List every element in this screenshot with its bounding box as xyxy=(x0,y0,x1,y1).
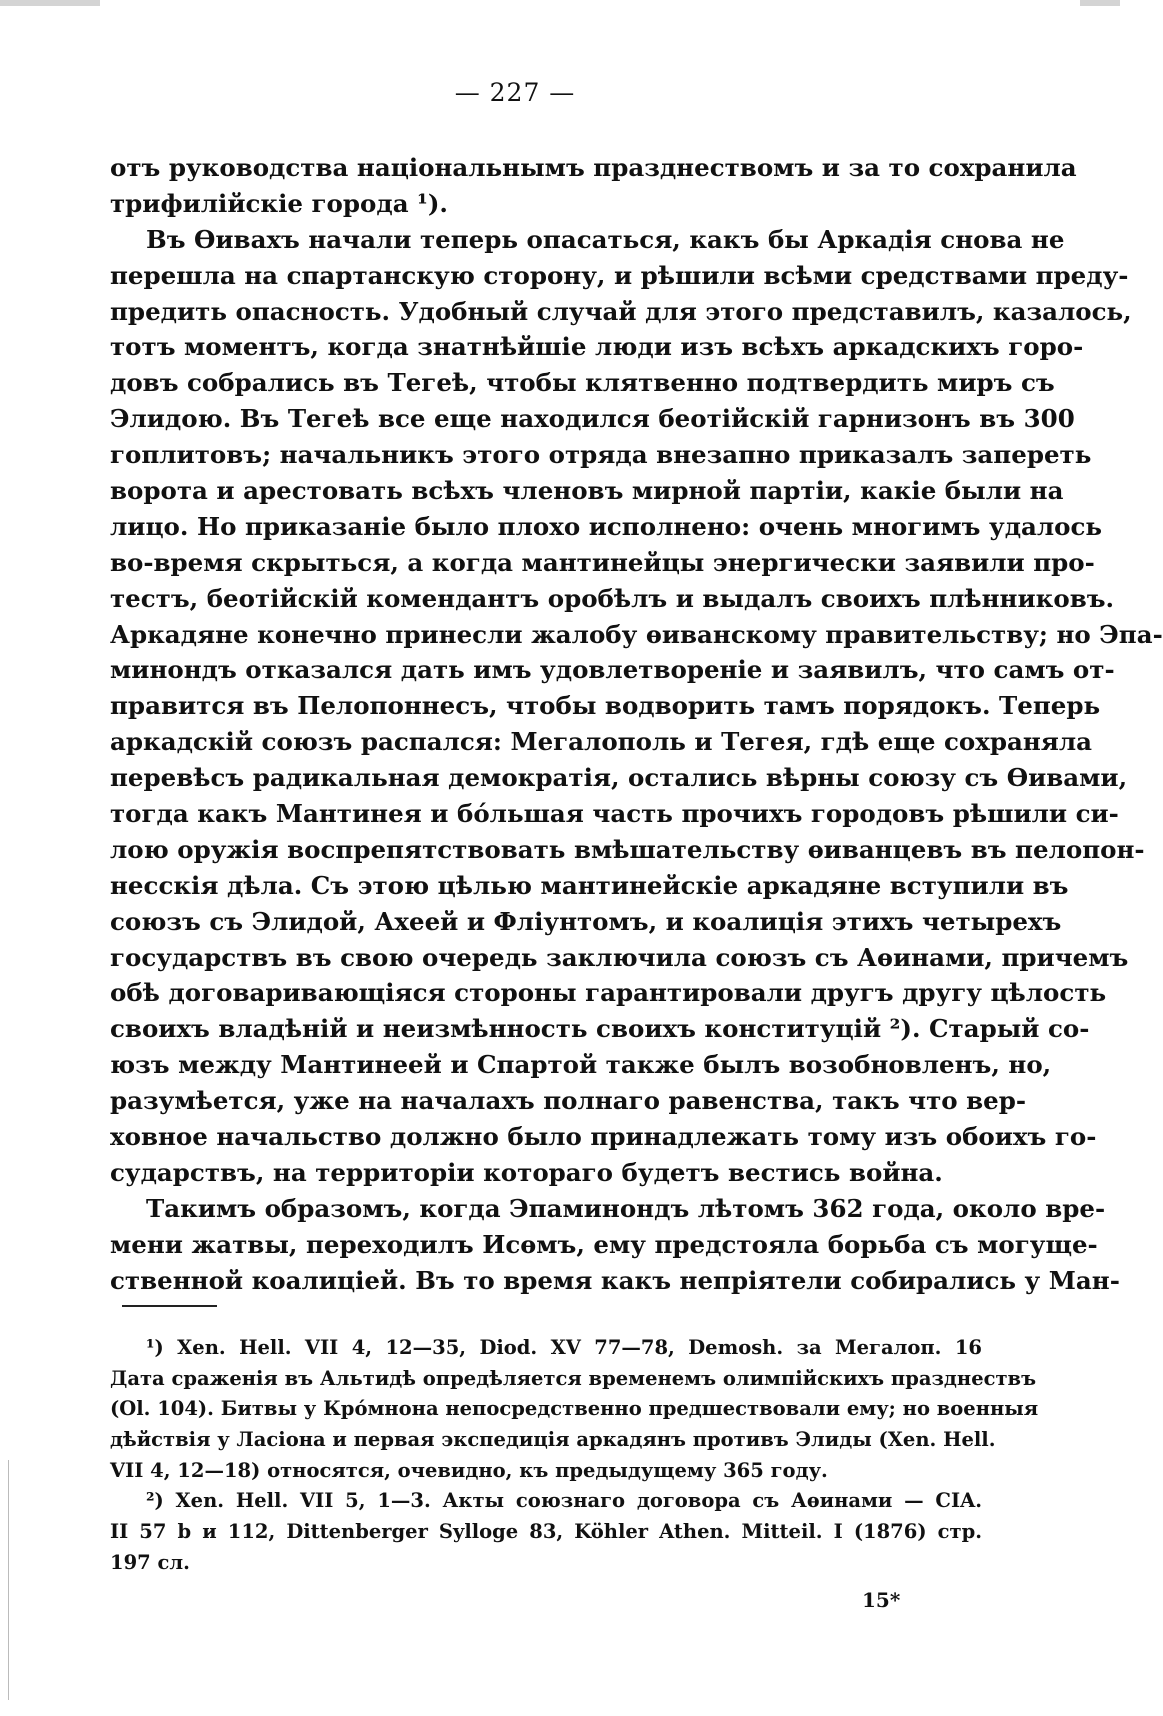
footnote-line: VII 4, 12—18) относятся, очевидно, къ предыдущему 365 году. xyxy=(110,1458,828,1482)
text-line: Аркадяне конечно принесли жалобу ѳиванскому правительству; но Эпа- xyxy=(110,619,1163,649)
text-line: несскія дѣла. Съ этою цѣлью мантинейскіе аркадяне вступили въ xyxy=(110,870,1069,900)
footnote-line: Дата сраженія въ Альтидѣ опредѣляется временемъ олимпійскихъ празднествъ xyxy=(110,1366,1037,1390)
text-line: разумѣется, уже на началахъ полнаго равенства, такъ что вер- xyxy=(110,1086,1027,1116)
scan-margin-line xyxy=(8,1460,9,1700)
text-line: ховное начальство должно было принадлежать тому изъ обоихъ го- xyxy=(110,1122,1097,1152)
text-line: отъ руководства національнымъ празднествомъ и за то сохранила xyxy=(110,153,1077,182)
main-text-block xyxy=(110,150,1163,1299)
text-line: тестъ, беотійскій комендантъ оробѣлъ и выдалъ своихъ плѣнниковъ. xyxy=(110,583,1115,613)
text-line: минондъ отказался дать имъ удовлетвореніе и заявилъ, что самъ от- xyxy=(110,655,1115,685)
text-line: трифилійскіе города ¹). xyxy=(110,188,448,218)
text-line: союзъ съ Элидой, Ахеей и Фліунтомъ, и коалиція этихъ четырехъ xyxy=(110,906,1062,936)
signature-mark: 15* xyxy=(862,1588,901,1612)
text-line: довъ собрались въ Тегеѣ, чтобы клятвенно подтвердить миръ съ xyxy=(110,368,1055,398)
text-line: Въ Ѳивахъ начали теперь опасаться, какъ бы Аркадія снова не xyxy=(146,224,1065,254)
text-line: гоплитовъ; начальникъ этого отряда внезапно приказалъ запереть xyxy=(110,440,1092,470)
text-line: тотъ моментъ, когда знатнѣйшіе люди изъ всѣхъ аркадскихъ горо- xyxy=(110,332,1084,362)
footnote-line: ²) Xen. Hell. VII 5, 1—3. Акты союзнаго договора съ Аѳинами — CIA. xyxy=(146,1489,982,1513)
text-line: своихъ владѣній и неизмѣнность своихъ конституцій ²). Старый со- xyxy=(110,1014,1090,1044)
footnotes-block xyxy=(110,1333,1039,1579)
footnote-line: 197 сл. xyxy=(110,1550,190,1574)
text-line: Элидою. Въ Тегеѣ все еще находился беотійскій гарнизонъ въ 300 xyxy=(110,404,1075,434)
footnote-line: дѣйствія у Ласіона и первая экспедиція аркадянъ противъ Элиды (Xen. Hell. xyxy=(110,1428,996,1452)
footnote-line: II 57 b и 112, Dittenberger Sylloge 83, Köhler Athen. Mitteil. I (1876) стр. xyxy=(110,1520,982,1544)
text-line: ворота и арестовать всѣхъ членовъ мирной партіи, какіе были на xyxy=(110,476,1064,506)
text-line: государствъ въ свою очередь заключила союзъ съ Аѳинами, причемъ xyxy=(110,942,1129,972)
scan-edge-mark xyxy=(0,0,100,6)
text-line: тогда какъ Мантинея и бо́льшая часть прочихъ городовъ рѣшили си- xyxy=(110,799,1119,829)
text-line: аркадскій союзъ распался: Мегалополь и Тегея, гдѣ еще сохраняла xyxy=(110,727,1093,757)
text-line: предить опасность. Удобный случай для этого представилъ, казалось, xyxy=(110,296,1132,326)
footnote-separator xyxy=(122,1305,217,1307)
page-number: — 227 — xyxy=(454,78,576,107)
footnote-line: ¹) Xen. Hell. VII 4, 12—35, Diod. XV 77—78, Demosh. за Мегалоп. 16 xyxy=(146,1336,982,1359)
text-line: лою оружія воспрепятствовать вмѣшательству ѳиванцевъ въ пелопон- xyxy=(110,834,1145,864)
scan-edge-mark xyxy=(1080,0,1120,6)
text-line: ственной коалиціей. Въ то время какъ непріятели собирались у Ман- xyxy=(110,1265,1120,1295)
text-line: перешла на спартанскую сторону, и рѣшили всѣми средствами преду- xyxy=(110,260,1129,290)
text-line: лицо. Но приказаніе было плохо исполнено: очень многимъ удалось xyxy=(110,511,1103,541)
text-line: перевѣсъ радикальная демократія, остались вѣрны союзу съ Ѳивами, xyxy=(110,763,1128,793)
text-line: мени жатвы, переходилъ Исѳмъ, ему предстояла борьба съ могуще- xyxy=(110,1229,1098,1259)
text-line: правится въ Пелопоннесъ, чтобы водворить тамъ порядокъ. Теперь xyxy=(110,691,1101,721)
text-line: обѣ договаривающіяся стороны гарантировали другъ другу цѣлость xyxy=(110,978,1107,1008)
footnote-line: (Ol. 104). Битвы у Кро́мнона непосредственно предшествовали ему; но военныя xyxy=(110,1397,1039,1421)
text-line: юзъ между Мантинеей и Спартой также былъ возобновленъ, но, xyxy=(110,1050,1052,1080)
text-line: Такимъ образомъ, когда Эпаминондъ лѣтомъ 362 года, около вре- xyxy=(146,1193,1106,1223)
text-line: сударствъ, на территоріи котораго будетъ вестись война. xyxy=(110,1157,943,1187)
text-line: во-время скрыться, а когда мантинейцы энергически заявили про- xyxy=(110,547,1095,577)
